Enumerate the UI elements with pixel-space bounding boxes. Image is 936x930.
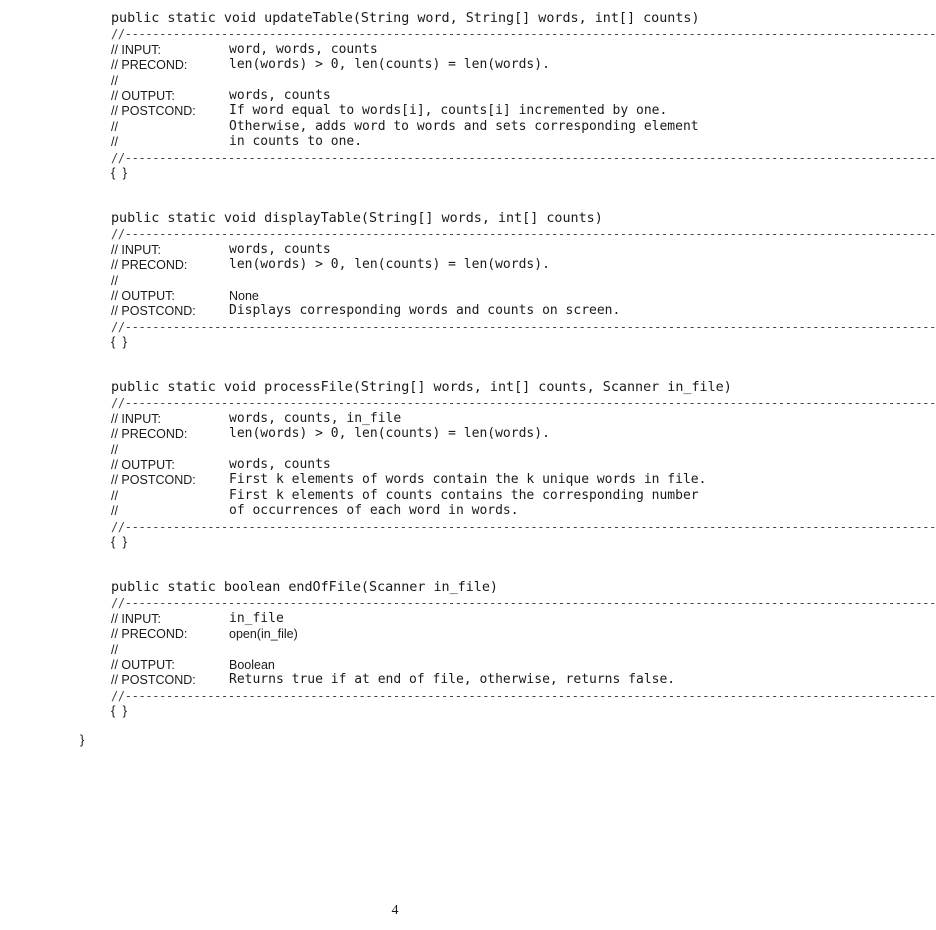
- comment-row: [111, 503, 681, 519]
- method-body-braces: { }: [111, 334, 127, 350]
- comment-label: //: [111, 273, 118, 288]
- comment-label: // PRECOND:: [111, 427, 188, 442]
- comment-label: // OUTPUT:: [111, 289, 175, 303]
- comment-label: // PRECOND:: [111, 58, 188, 73]
- comment-divider: //----------------------------------------------------------------------------------------------------------------------: [111, 596, 936, 611]
- comment-label: //: [111, 135, 118, 150]
- comment-divider: //----------------------------------------------------------------------------------------------------------------------: [111, 27, 936, 42]
- comment-row: [111, 472, 707, 488]
- comment-row: [111, 611, 681, 627]
- comment-label: //: [111, 488, 118, 503]
- comment-label: // INPUT:: [111, 611, 162, 626]
- comment-row: [111, 257, 681, 273]
- comment-row: [111, 88, 681, 104]
- page-number: 4: [391, 903, 399, 918]
- comment-row: [111, 288, 681, 304]
- comment-row: [111, 57, 681, 73]
- comment-label: //: [111, 119, 118, 134]
- comment-value: words, counts: [229, 241, 331, 257]
- comment-value: words, counts, in_file: [229, 410, 402, 426]
- comment-row: [111, 672, 681, 688]
- comment-divider: //----------------------------------------------------------------------------------------------------------------------: [111, 396, 936, 411]
- comment-value: of occurrences of each word in words.: [229, 503, 519, 519]
- comment-value: First k elements of counts contains the corresponding number: [229, 487, 699, 503]
- method-signature: public static void updateTable(String word, String[] words, int[] counts): [111, 11, 700, 26]
- comment-value: If word equal to words[i], counts[i] incremented by one.: [229, 103, 668, 119]
- comment-value: len(words) > 0, len(counts) = len(words).: [229, 57, 550, 73]
- comment-value: Displays corresponding words and counts on screen.: [229, 303, 621, 319]
- comment-label: //: [111, 642, 118, 657]
- comment-row: [111, 42, 681, 58]
- comment-label: // POSTCOND:: [111, 473, 196, 488]
- comment-row: [111, 442, 681, 458]
- comment-value: len(words) > 0, len(counts) = len(words).: [229, 426, 550, 442]
- method-body-braces: { }: [111, 534, 127, 549]
- method-body-braces: { }: [111, 165, 127, 180]
- comment-label: //: [111, 73, 118, 88]
- comment-label: // INPUT:: [111, 242, 162, 257]
- comment-value: First k elements of words contain the k unique words in file.: [229, 472, 707, 488]
- method-signature: public static void displayTable(String[] words, int[] counts): [111, 211, 603, 226]
- comment-row: [111, 303, 681, 319]
- comment-label: // POSTCOND:: [111, 304, 196, 319]
- comment-row: [111, 134, 681, 150]
- comment-row: [111, 118, 699, 135]
- comment-value: open(in_file): [229, 627, 298, 642]
- comment-row: [111, 426, 681, 442]
- comment-value: words, counts: [229, 88, 331, 103]
- comment-label: // OUTPUT:: [111, 89, 175, 103]
- comment-label: // PRECOND:: [111, 627, 188, 642]
- comment-label: // INPUT:: [111, 42, 162, 57]
- comment-value: word, words, counts: [229, 41, 378, 57]
- comment-divider: //----------------------------------------------------------------------------------------------------------------------: [111, 319, 936, 334]
- comment-divider: //----------------------------------------------------------------------------------------------------------------------: [111, 227, 936, 242]
- method-body-braces: { }: [111, 703, 127, 719]
- comment-row: [111, 626, 681, 642]
- comment-label: // INPUT:: [111, 411, 162, 426]
- comment-value: in_file: [229, 610, 284, 626]
- comment-row: [111, 411, 681, 427]
- comment-label: // POSTCOND:: [111, 673, 196, 688]
- comment-label: //: [111, 504, 118, 519]
- comment-value: None: [229, 289, 259, 303]
- comment-value: words, counts: [229, 457, 331, 472]
- class-closing-brace: }: [80, 732, 85, 747]
- method-signature: public static boolean endOfFile(Scanner in_file): [111, 580, 498, 595]
- comment-row: [111, 642, 681, 658]
- comment-value: Returns true if at end of file, otherwise, returns false.: [229, 672, 676, 688]
- comment-label: // OUTPUT:: [111, 658, 175, 672]
- comment-value: Otherwise, adds word to words and sets corresponding element: [229, 118, 699, 134]
- comment-label: // PRECOND:: [111, 258, 188, 273]
- comment-row: [111, 73, 681, 89]
- comment-row: [111, 657, 681, 673]
- comment-divider: //----------------------------------------------------------------------------------------------------------------------: [111, 150, 936, 165]
- comment-row: [111, 103, 681, 119]
- comment-label: //: [111, 442, 118, 457]
- comment-row: [111, 457, 681, 473]
- comment-value: in counts to one.: [229, 134, 363, 150]
- comment-value: len(words) > 0, len(counts) = len(words).: [229, 257, 550, 273]
- comment-label: // OUTPUT:: [111, 458, 175, 472]
- comment-divider: //----------------------------------------------------------------------------------------------------------------------: [111, 688, 936, 703]
- comment-value: Boolean: [229, 658, 275, 672]
- comment-label: // POSTCOND:: [111, 104, 196, 119]
- method-signature: public static void processFile(String[] words, int[] counts, Scanner in_file): [111, 380, 732, 395]
- comment-row: [111, 273, 681, 289]
- comment-row: [111, 487, 699, 504]
- comment-row: [111, 242, 681, 258]
- comment-divider: //----------------------------------------------------------------------------------------------------------------------: [111, 519, 936, 534]
